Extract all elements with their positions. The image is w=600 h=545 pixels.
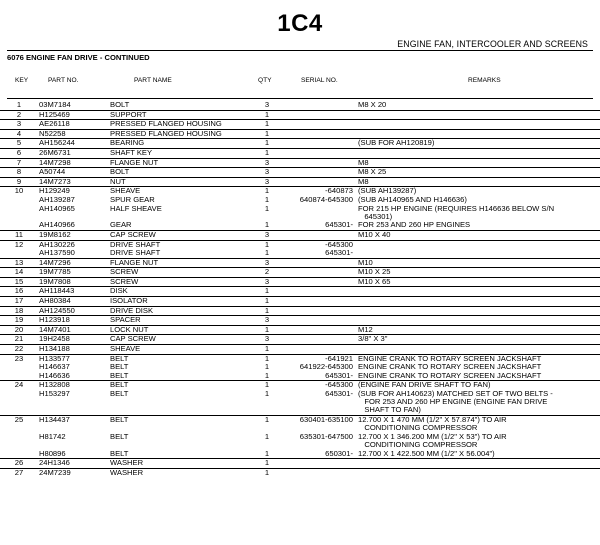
row-part-name: LOCK NUT (110, 324, 149, 334)
row-part-no: N52258 (39, 128, 66, 138)
row-qty: 1 (264, 194, 270, 204)
row-part-name: DRIVE DISK (110, 305, 154, 315)
row-remarks: (SUB FOR AH140623) MATCHED SET OF TWO BELTS - FOR 253 AND 260 HP ENGINE (ENGINE FAN DRIVE SHAFT TO FAN) (358, 389, 553, 415)
row-key: 8 (16, 167, 22, 177)
row-key: 27 (14, 467, 24, 477)
row-key: 16 (14, 286, 24, 296)
row-qty: 3 (264, 334, 270, 344)
row-part-name: BOLT (110, 100, 130, 109)
table-row (0, 296, 600, 306)
row-part-no: H146637 (39, 362, 70, 372)
row-part-no: H123918 (39, 315, 70, 325)
header-part-name: PART NAME (134, 77, 172, 84)
row-qty: 1 (264, 138, 270, 148)
row-part-name: BELT (110, 389, 129, 399)
row-key: 15 (14, 276, 24, 286)
table-row (0, 101, 600, 110)
row-key: 12 (14, 239, 24, 249)
table-row (0, 390, 600, 415)
table-row (0, 167, 600, 177)
row-part-no: H125469 (39, 109, 70, 119)
row-remarks: M8 X 20 (358, 100, 387, 109)
row-serial-no: -640873 (325, 186, 353, 196)
row-key: 17 (14, 296, 24, 306)
row-part-no: AE26118 (39, 119, 70, 129)
header-key: KEY (15, 77, 29, 84)
row-part-no: H81742 (39, 431, 66, 441)
row-key: 2 (16, 109, 22, 119)
row-serial-no: -645300 (325, 239, 353, 249)
row-key: 18 (14, 305, 24, 315)
row-part-name: HALF SHEAVE (110, 203, 162, 213)
row-part-name: DRIVE SHAFT (110, 239, 161, 249)
row-part-name: PRESSED FLANGED HOUSING (110, 128, 222, 138)
table-row (0, 267, 600, 277)
row-qty: 3 (264, 276, 270, 286)
row-part-no: AH80384 (39, 296, 71, 306)
row-part-no: 24H1346 (39, 458, 70, 468)
row-part-name: BELT (110, 380, 129, 390)
header-serial-no: SERIAL NO. (301, 77, 338, 84)
table-row (0, 277, 600, 287)
row-remarks: (SUB FOR AH120819) (358, 138, 435, 148)
row-qty: 1 (264, 248, 270, 258)
row-serial-no: 645301- (325, 220, 353, 230)
parts-table (0, 101, 600, 477)
row-part-no: 19H2458 (39, 334, 70, 344)
table-row (0, 148, 600, 158)
table-row (0, 325, 600, 335)
table-row (0, 306, 600, 316)
row-qty: 1 (264, 296, 270, 306)
row-qty: 1 (264, 380, 270, 390)
row-qty: 1 (264, 119, 270, 129)
table-row (0, 468, 600, 478)
row-part-name: SHAFT KEY (110, 147, 153, 157)
header-remarks: REMARKS (468, 77, 501, 84)
row-qty: 3 (264, 100, 270, 109)
table-row (0, 158, 600, 168)
table-row (0, 177, 600, 187)
row-part-name: BELT (110, 431, 129, 441)
row-serial-no: 645301- (325, 389, 353, 399)
row-part-name: BEARING (110, 138, 145, 148)
row-part-name: SHEAVE (110, 186, 141, 196)
row-part-no: H146636 (39, 370, 70, 380)
row-remarks: M10 X 25 (358, 267, 391, 277)
row-qty: 1 (264, 286, 270, 296)
row-key: 14 (14, 267, 24, 277)
table-row (0, 258, 600, 268)
row-key: 7 (16, 157, 22, 167)
row-qty: 3 (264, 315, 270, 325)
table-row (0, 286, 600, 296)
row-part-no: A50744 (39, 167, 66, 177)
row-part-no: AH118443 (39, 286, 75, 296)
row-remarks: ENGINE CRANK TO ROTARY SCREEN JACKSHAFT (358, 362, 542, 372)
column-header-divider (7, 98, 593, 99)
row-part-name: BELT (110, 362, 129, 372)
row-remarks: FOR 253 AND 260 HP ENGINES (358, 220, 471, 230)
row-key: 10 (14, 186, 24, 196)
row-key: 13 (14, 257, 24, 267)
subheading: 6076 ENGINE FAN DRIVE - CONTINUED (7, 53, 150, 62)
table-row (0, 315, 600, 325)
row-serial-no: 641922-645300 (299, 362, 353, 372)
table-row (0, 138, 600, 148)
row-qty: 1 (264, 186, 270, 196)
row-qty: 1 (264, 431, 270, 441)
row-part-name: PRESSED FLANGED HOUSING (110, 119, 222, 129)
row-key: 11 (15, 229, 23, 239)
table-row (0, 119, 600, 129)
row-serial-no: -641921 (325, 353, 353, 363)
row-qty: 1 (264, 109, 270, 119)
table-row (0, 450, 600, 459)
row-remarks: ENGINE CRANK TO ROTARY SCREEN JACKSHAFT (358, 370, 542, 380)
row-serial-no: -645300 (325, 380, 353, 390)
row-part-name: CAP SCREW (110, 229, 156, 239)
row-part-no: H132808 (39, 380, 70, 390)
row-part-name: BELT (110, 448, 129, 458)
row-part-no: H80896 (39, 448, 66, 458)
row-key: 5 (16, 138, 22, 148)
row-part-name: CAP SCREW (110, 334, 156, 344)
row-remarks: 12.700 X 1 470 MM (1/2" X 57.874") TO AIR CONDITIONING COMPRESSOR (358, 415, 507, 433)
row-qty: 1 (264, 203, 270, 213)
table-row (0, 129, 600, 139)
table-row (0, 230, 600, 240)
row-part-no: 24M7239 (39, 467, 71, 477)
row-part-no: 26M6731 (39, 147, 71, 157)
row-qty: 1 (264, 389, 270, 399)
row-key: 6 (16, 147, 22, 157)
row-qty: 1 (264, 128, 270, 138)
row-part-no: AH140966 (39, 220, 75, 230)
section-title: ENGINE FAN, INTERCOOLER AND SCREENS (397, 39, 588, 49)
row-serial-no: 630401-635100 (299, 415, 353, 425)
table-row (0, 344, 600, 354)
row-qty: 2 (264, 267, 270, 277)
row-key: 4 (16, 128, 22, 138)
row-remarks: (SUB AH140965 AND H146636) (358, 194, 467, 204)
row-qty: 3 (264, 176, 270, 186)
row-part-name: BELT (110, 353, 129, 363)
row-part-name: SHEAVE (110, 344, 141, 354)
table-row (0, 240, 600, 250)
row-key: 24 (14, 380, 24, 390)
row-remarks: FOR 215 HP ENGINE (REQUIRES H146636 BELOW S/N 645301) (358, 203, 555, 221)
row-part-no: 03M7184 (39, 100, 71, 109)
row-part-name: SPUR GEAR (110, 194, 155, 204)
row-part-no: H133577 (39, 353, 70, 363)
row-remarks: M10 X 40 (358, 229, 391, 239)
row-serial-no: 645301- (325, 370, 353, 380)
row-key: 3 (16, 119, 22, 129)
row-part-name: WASHER (110, 458, 144, 468)
row-qty: 1 (264, 370, 270, 380)
row-remarks: (SUB AH139287) (358, 186, 417, 196)
row-remarks: ENGINE CRANK TO ROTARY SCREEN JACKSHAFT (358, 353, 542, 363)
table-row (0, 205, 600, 222)
row-key: 9 (16, 176, 22, 186)
row-part-no: H134437 (39, 415, 70, 425)
row-key: 19 (14, 315, 24, 325)
row-part-no: 14M7401 (39, 324, 71, 334)
row-serial-no: 635301-647500 (299, 431, 353, 441)
row-qty: 1 (264, 458, 270, 468)
row-part-no: AH140965 (39, 203, 75, 213)
table-row (0, 110, 600, 120)
page-title: 1C4 (277, 10, 323, 37)
row-key: 22 (14, 344, 24, 354)
row-remarks: M8 X 25 (358, 167, 387, 177)
row-remarks: M10 (358, 257, 373, 267)
row-remarks: (ENGINE FAN DRIVE SHAFT TO FAN) (358, 380, 491, 390)
row-key: 25 (14, 415, 24, 425)
row-qty: 1 (264, 362, 270, 372)
table-row (0, 334, 600, 344)
row-part-no: H134188 (39, 344, 70, 354)
row-remarks: 12.700 X 1 346.200 MM (1/2" X 53") TO AIR CONDITIONING COMPRESSOR (358, 431, 507, 450)
row-key: 21 (14, 334, 24, 344)
row-key: 20 (14, 324, 24, 334)
row-part-no: AH156244 (39, 138, 75, 148)
row-part-name: FLANGE NUT (110, 157, 159, 167)
header-divider (7, 50, 593, 51)
row-qty: 1 (264, 305, 270, 315)
row-part-no: 14M7296 (39, 257, 71, 267)
row-part-name: BOLT (110, 167, 130, 177)
row-key: 1 (16, 100, 22, 109)
row-part-no: 19M7785 (39, 267, 71, 277)
row-part-name: SUPPORT (110, 109, 147, 119)
row-qty: 1 (264, 415, 270, 425)
table-row (0, 372, 600, 381)
row-qty: 3 (264, 157, 270, 167)
row-qty: 1 (264, 239, 270, 249)
row-part-name: GEAR (110, 220, 132, 230)
row-key: 23 (14, 353, 24, 363)
row-qty: 3 (264, 229, 270, 239)
row-serial-no: 640874-645300 (299, 194, 353, 204)
table-row (0, 415, 600, 433)
row-part-no: AH130226 (39, 239, 75, 249)
row-qty: 1 (264, 344, 270, 354)
row-part-no: AH137590 (39, 248, 75, 258)
row-part-no: 14M7298 (39, 157, 71, 167)
row-qty: 1 (264, 324, 270, 334)
row-part-no: 14M7273 (39, 176, 71, 186)
column-headers (0, 77, 600, 87)
row-part-name: SPACER (110, 315, 141, 325)
row-part-name: NUT (110, 176, 126, 186)
row-part-no: H129249 (39, 186, 70, 196)
row-part-no: AH124550 (39, 305, 75, 315)
row-part-no: H153297 (39, 389, 70, 399)
row-part-name: WASHER (110, 467, 144, 477)
row-serial-no: 645301- (325, 248, 353, 258)
row-remarks: 12.700 X 1 422.500 MM (1/2" X 56.004") (358, 448, 495, 458)
row-part-no: 19M7808 (39, 276, 71, 286)
row-qty: 1 (264, 147, 270, 157)
row-part-name: DRIVE SHAFT (110, 248, 161, 258)
row-remarks: M8 (358, 157, 369, 167)
row-remarks: 3/8" X 3" (358, 334, 388, 344)
row-part-name: BELT (110, 415, 129, 425)
row-qty: 1 (264, 448, 270, 458)
row-serial-no: 650301- (325, 448, 353, 458)
row-part-name: DISK (110, 286, 128, 296)
table-row (0, 221, 600, 230)
row-part-no: AH139287 (39, 194, 75, 204)
header-qty: QTY (258, 77, 272, 84)
row-remarks: M10 X 65 (358, 276, 391, 286)
row-qty: 3 (264, 167, 270, 177)
row-remarks: M12 (358, 324, 373, 334)
header-part-no: PART NO. (48, 77, 79, 84)
table-row (0, 458, 600, 468)
row-qty: 1 (264, 220, 270, 230)
row-qty: 1 (264, 353, 270, 363)
table-row (0, 433, 600, 450)
row-remarks: M8 (358, 176, 369, 186)
row-part-name: BELT (110, 370, 129, 380)
row-part-name: ISOLATOR (110, 296, 148, 306)
row-part-name: FLANGE NUT (110, 257, 159, 267)
row-key: 26 (14, 458, 24, 468)
row-qty: 1 (264, 467, 270, 477)
row-qty: 3 (264, 257, 270, 267)
row-part-no: 19M8162 (39, 229, 71, 239)
table-row (0, 249, 600, 258)
row-part-name: SCREW (110, 276, 139, 286)
row-part-name: SCREW (110, 267, 139, 277)
